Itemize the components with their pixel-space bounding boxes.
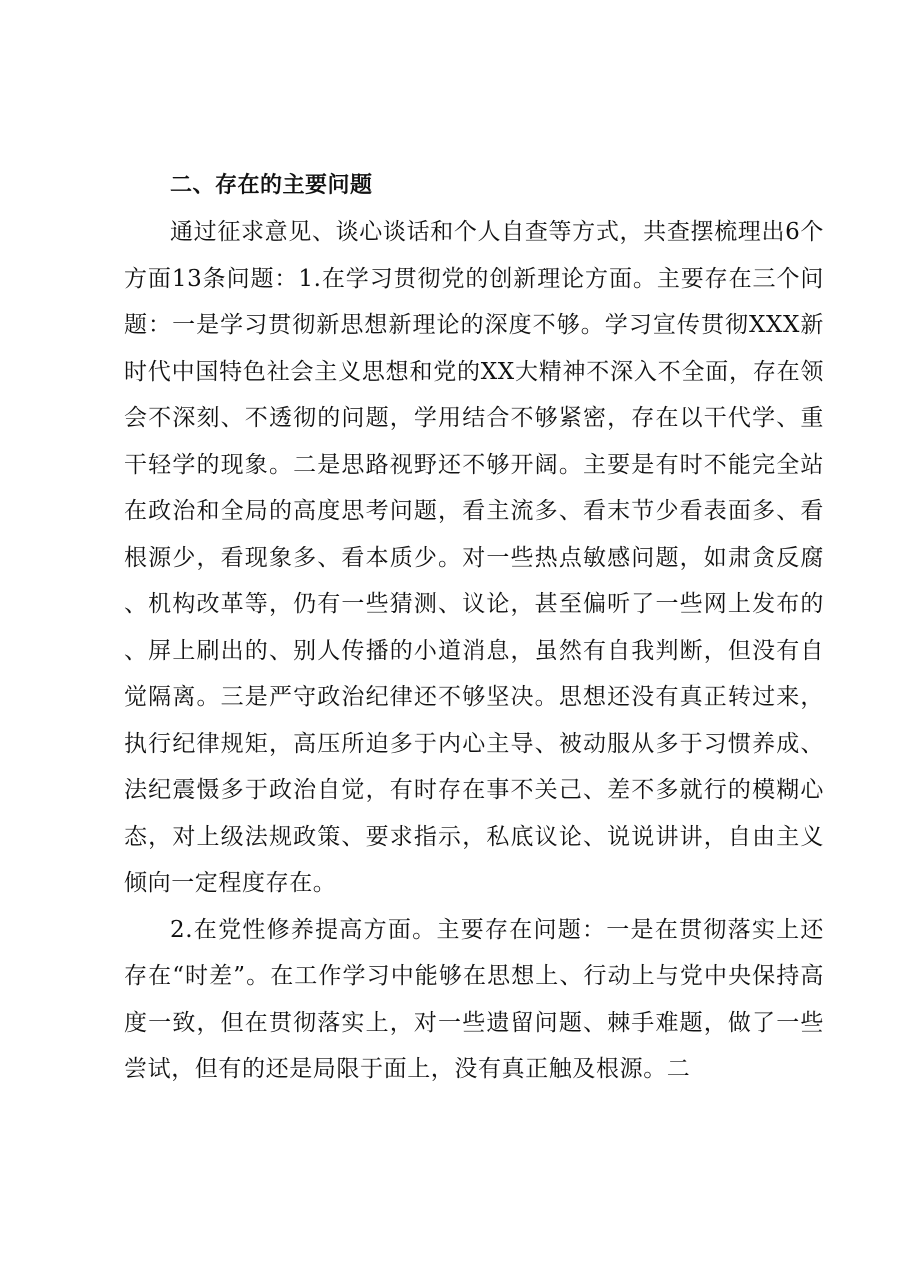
section-heading: 二、存在的主要问题 [170, 173, 373, 198]
document-body [124, 163, 824, 1093]
paragraph-problems-overview: 通过征求意见、谈心谈话和个人自查等方式，共查摆梳理出6个方面13条问题：1.在学习贯彻党的创新理论方面。主要存在三个问题：一是学习贯彻新思想新理论的深度不够。学习宣传贯彻XXX新时代中国特色社会主义思想和党的XX大精神不深入不全面，存在领会不深刻、不透彻的问题，学用结合不够紧密，存在以干代学、重干轻学的现象。二是思路视野还不够开阔。主要是有时不能完全站在政治和全局的高度思考问题，看主流多、看末节少看表面多、看根源少，看现象多、看本质少。对一些热点敏感问题，如肃贪反腐、机构改革等，仍有一些猜测、议论，甚至偏听了一些网上发布的、屏上刷出的、别人传播的小道消息，虽然有自我判断，但没有自觉隔离。三是严守政治纪律还不够坚决。思想还没有真正转过来，执行纪律规矩，高压所迫多于内心主导、被动服从多于习惯养成、法纪震慑多于政治自觉，有时存在事不关己、差不多就行的模糊心态，对上级法规政策、要求指示，私底议论、说说讲讲，自由主义倾向一定程度存在。 [124, 219, 824, 896]
paragraph-party-spirit: 2.在党性修养提高方面。主要存在问题：一是在贯彻落实上还存在“时差”。在工作学习中能够在思想上、行动上与党中央保持高度一致，但在贯彻落实上，对一些遗留问题、棘手难题，做了一些尝试，但有的还是局限于面上，没有真正触及根源。二 [124, 916, 824, 1082]
